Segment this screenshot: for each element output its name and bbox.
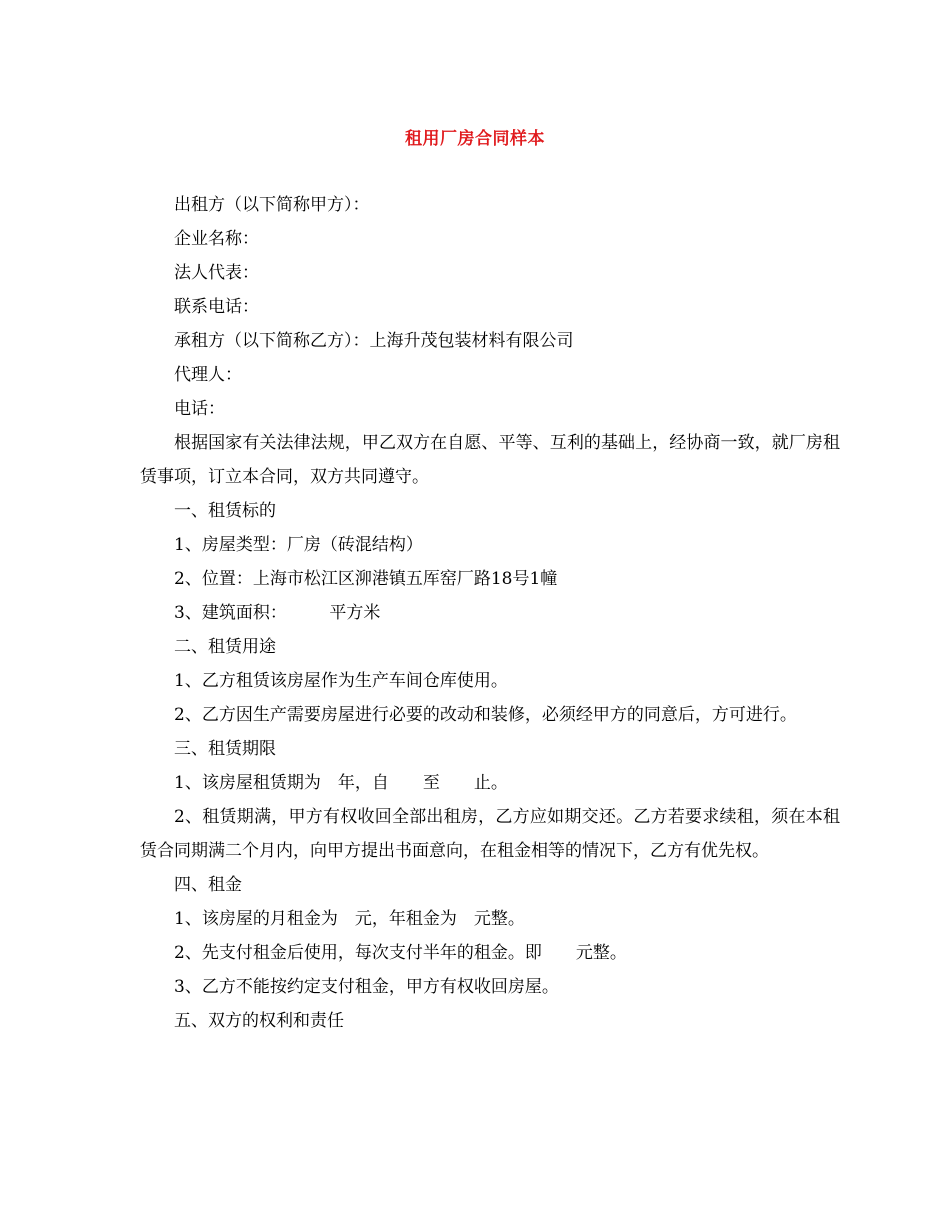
section-heading-3: 三、租赁期限 xyxy=(174,739,276,759)
clause-2-2: 2、乙方因生产需要房屋进行必要的改动和装修，必须经甲方的同意后，方可进行。 xyxy=(174,705,797,725)
section-heading-2: 二、租赁用途 xyxy=(174,637,276,657)
clause-1-1: 1、房屋类型：厂房（砖混结构） xyxy=(174,535,423,555)
clause-2-1: 1、乙方租赁该房屋作为生产车间仓库使用。 xyxy=(174,671,508,691)
paragraph-lessor: 出租方（以下简称甲方）： xyxy=(174,195,370,215)
paragraph-company-name: 企业名称： xyxy=(174,229,259,249)
document-body xyxy=(140,188,840,1038)
section-heading-1: 一、租赁标的 xyxy=(174,501,276,521)
paragraph-phone: 电话： xyxy=(174,399,225,419)
clause-4-2: 2、先支付租金后使用，每次支付半年的租金。即 元整。 xyxy=(174,943,627,963)
clause-4-1: 1、该房屋的月租金为 元，年租金为 元整。 xyxy=(174,909,525,929)
document-title: 租用厂房合同样本 xyxy=(405,129,545,149)
clause-3-2: 2、租赁期满，甲方有权收回全部出租房，乙方应如期交还。乙方若要求续租，须在本租赁合同期满二个月内，向甲方提出书面意向，在租金相等的情况下，乙方有优先权。 xyxy=(140,807,840,861)
clause-1-3: 3、建筑面积： 平方米 xyxy=(174,603,381,623)
paragraph-legal-rep: 法人代表： xyxy=(174,263,259,283)
section-heading-4: 四、租金 xyxy=(174,875,242,895)
section-heading-5: 五、双方的权利和责任 xyxy=(174,1011,344,1031)
clause-1-2: 2、位置：上海市松江区泖港镇五厍窑厂路18号1幢 xyxy=(174,569,558,589)
paragraph-agent: 代理人： xyxy=(174,365,242,385)
clause-4-3: 3、乙方不能按约定支付租金，甲方有权收回房屋。 xyxy=(174,977,559,997)
paragraph-preamble: 根据国家有关法律法规，甲乙双方在自愿、平等、互利的基础上，经协商一致，就厂房租赁事项，订立本合同，双方共同遵守。 xyxy=(140,433,840,487)
clause-3-1: 1、该房屋租赁期为 年，自 至 止。 xyxy=(174,773,508,793)
paragraph-contact-phone: 联系电话： xyxy=(174,297,259,317)
paragraph-lessee: 承租方（以下简称乙方）：上海升茂包装材料有限公司 xyxy=(174,331,574,351)
